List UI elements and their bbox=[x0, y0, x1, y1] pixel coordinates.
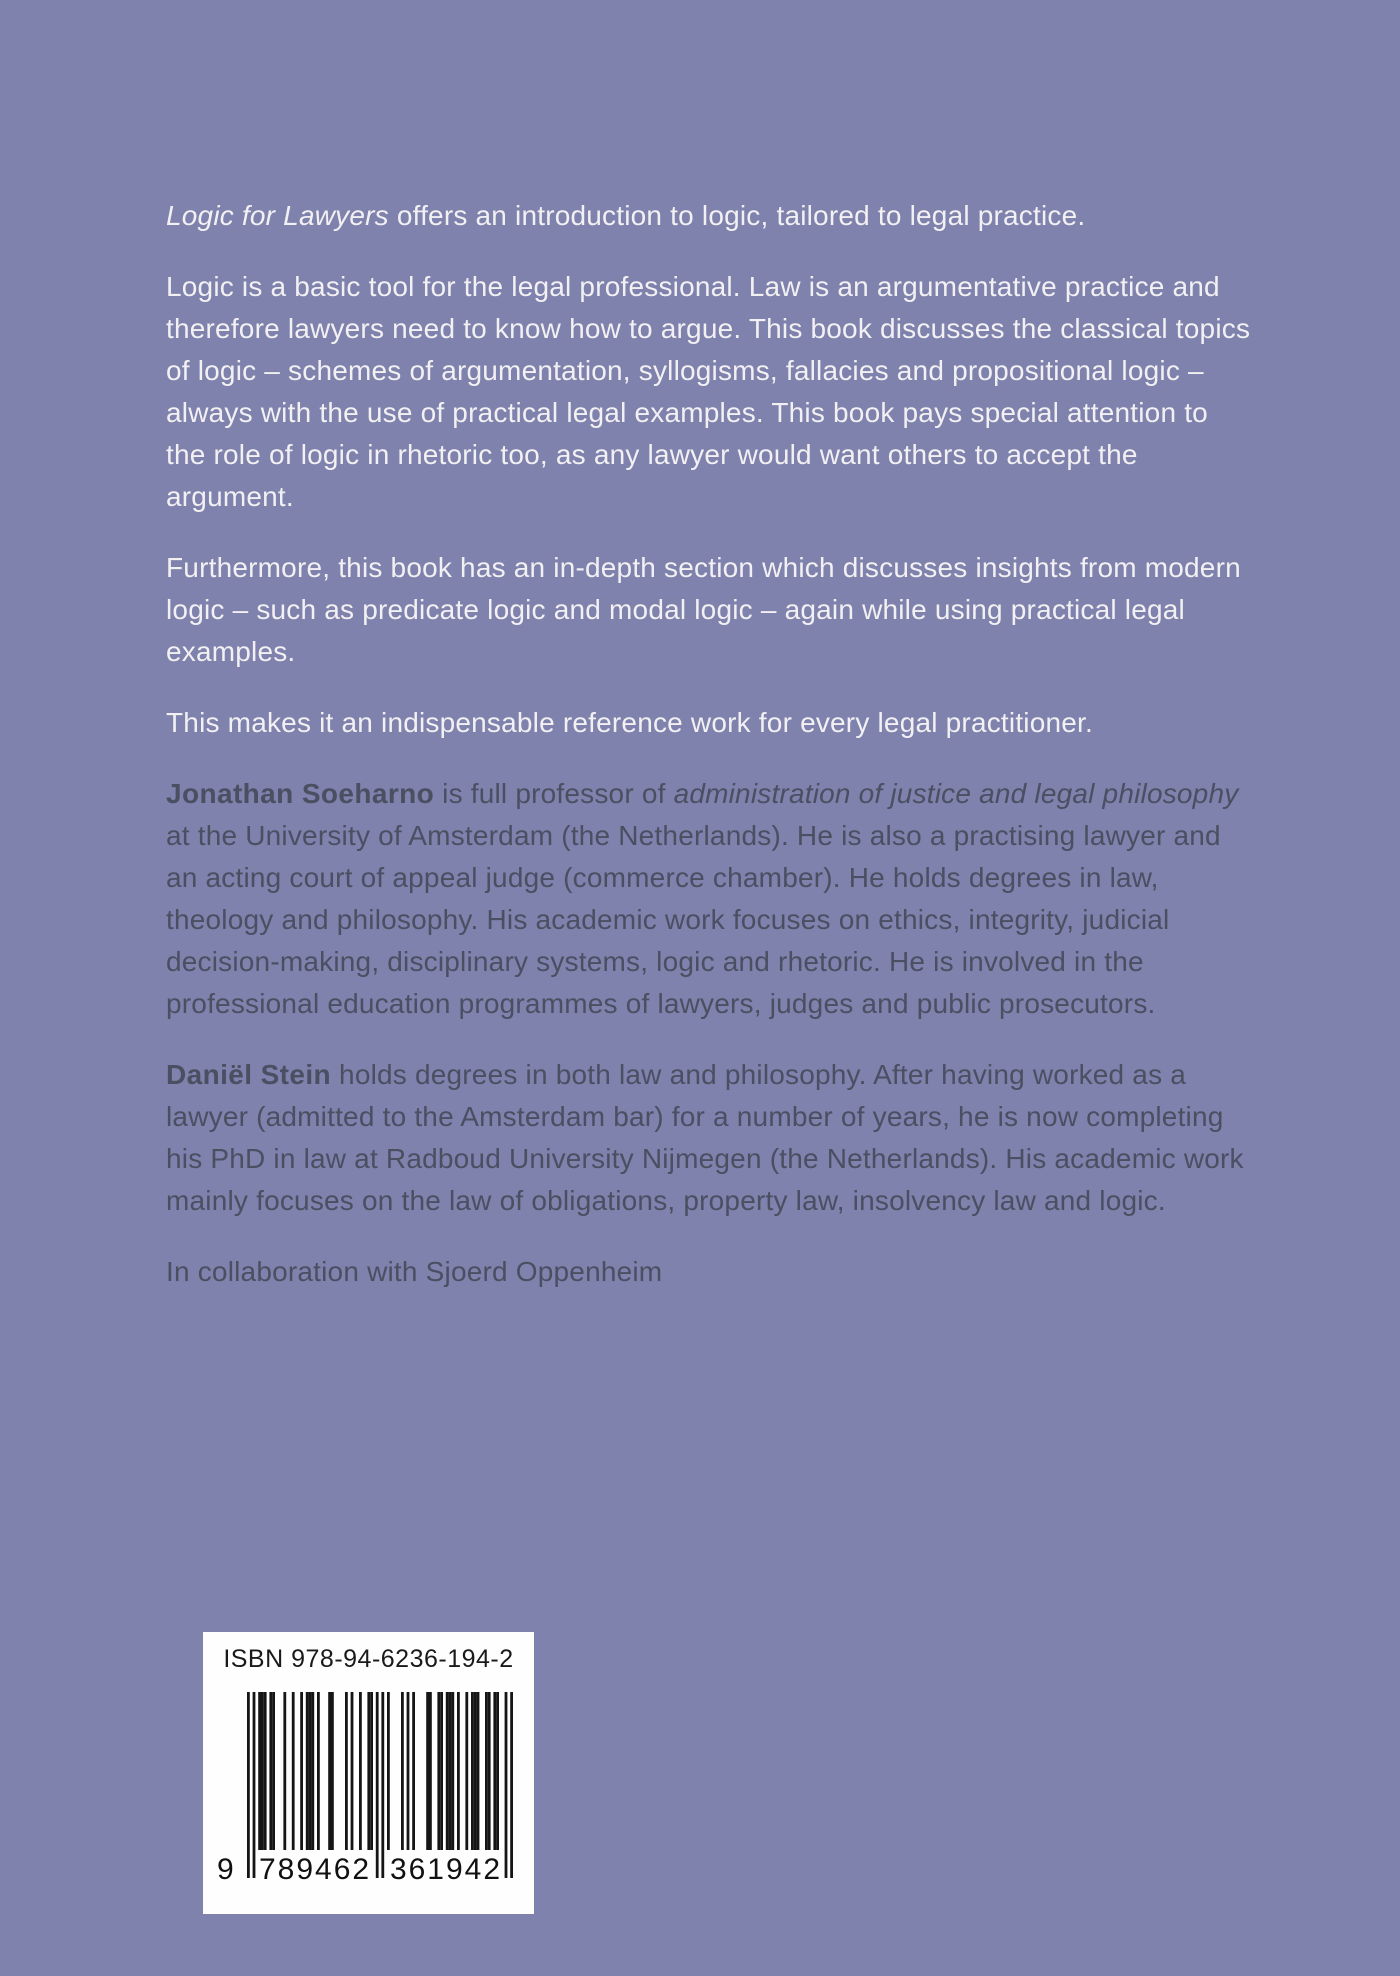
text-segment: In collaboration with Sjoerd Oppenheim bbox=[166, 1256, 663, 1287]
text-segment: Jonathan Soeharno bbox=[166, 778, 435, 809]
blurb-paragraph bbox=[166, 1251, 1254, 1293]
text-segment: This makes it an indispensable reference work for every legal practitioner. bbox=[166, 707, 1093, 738]
isbn-barcode-panel bbox=[203, 1632, 534, 1914]
blurb-paragraph bbox=[166, 266, 1254, 518]
ean-digits-left: 789462 bbox=[259, 1853, 372, 1886]
text-segment: Daniël Stein bbox=[166, 1059, 332, 1090]
blurb-paragraph bbox=[166, 702, 1254, 744]
blurb-paragraph bbox=[166, 547, 1254, 673]
text-segment: Logic for Lawyers bbox=[166, 200, 389, 231]
blurb-paragraph bbox=[166, 773, 1254, 1025]
text-segment: Furthermore, this book has an in-depth section which discusses insights from modern logic – such as predicate logic and modal logic – again while using practical legal examples. bbox=[166, 552, 1241, 667]
text-segment: administration of justice and legal philosophy bbox=[673, 778, 1239, 809]
text-segment: offers an introduction to logic, tailored to legal practice. bbox=[388, 200, 1086, 231]
text-segment: at the University of Amsterdam (the Netherlands). He is also a practising lawyer and an acting court of appeal judge (commerce chamber). He holds degrees in law, theology and philosophy. His academic work focuses on ethics, integrity, judicial decision-making, disciplinary systems, logic and rhetoric. He is involved in the professional education programmes of lawyers, judges and public prosecutors. bbox=[166, 820, 1221, 1019]
ean-digit-first: 9 bbox=[217, 1853, 234, 1886]
ean-digits bbox=[203, 1853, 534, 1887]
blurb-paragraph bbox=[166, 195, 1254, 237]
isbn-label: ISBN 978-94-6236-194-2 bbox=[223, 1645, 514, 1673]
text-segment: holds degrees in both law and philosophy. After having worked as a lawyer (admitted to the Amsterdam bar) for a number of years, he is now completing his PhD in law at Radboud University Nijmegen (the Netherlands). His academic work mainly focuses on the law of obligations, property law, insolvency law and logic. bbox=[166, 1059, 1244, 1216]
ean13-barcode bbox=[247, 1692, 513, 1878]
blurb-paragraph bbox=[166, 1054, 1254, 1222]
text-segment: is full professor of bbox=[434, 778, 674, 809]
blurb-paragraphs bbox=[166, 195, 1254, 1322]
ean-digits-right: 361942 bbox=[389, 1853, 503, 1886]
text-segment: Logic is a basic tool for the legal professional. Law is an argumentative practice and therefore lawyers need to know how to argue. This book discusses the classical topics of logic – schemes of argumentation, syllogisms, fallacies and propositional logic – always with the use of practical legal examples. This book pays special attention to the role of logic in rhetoric too, as any lawyer would want others to accept the argument. bbox=[166, 271, 1251, 512]
